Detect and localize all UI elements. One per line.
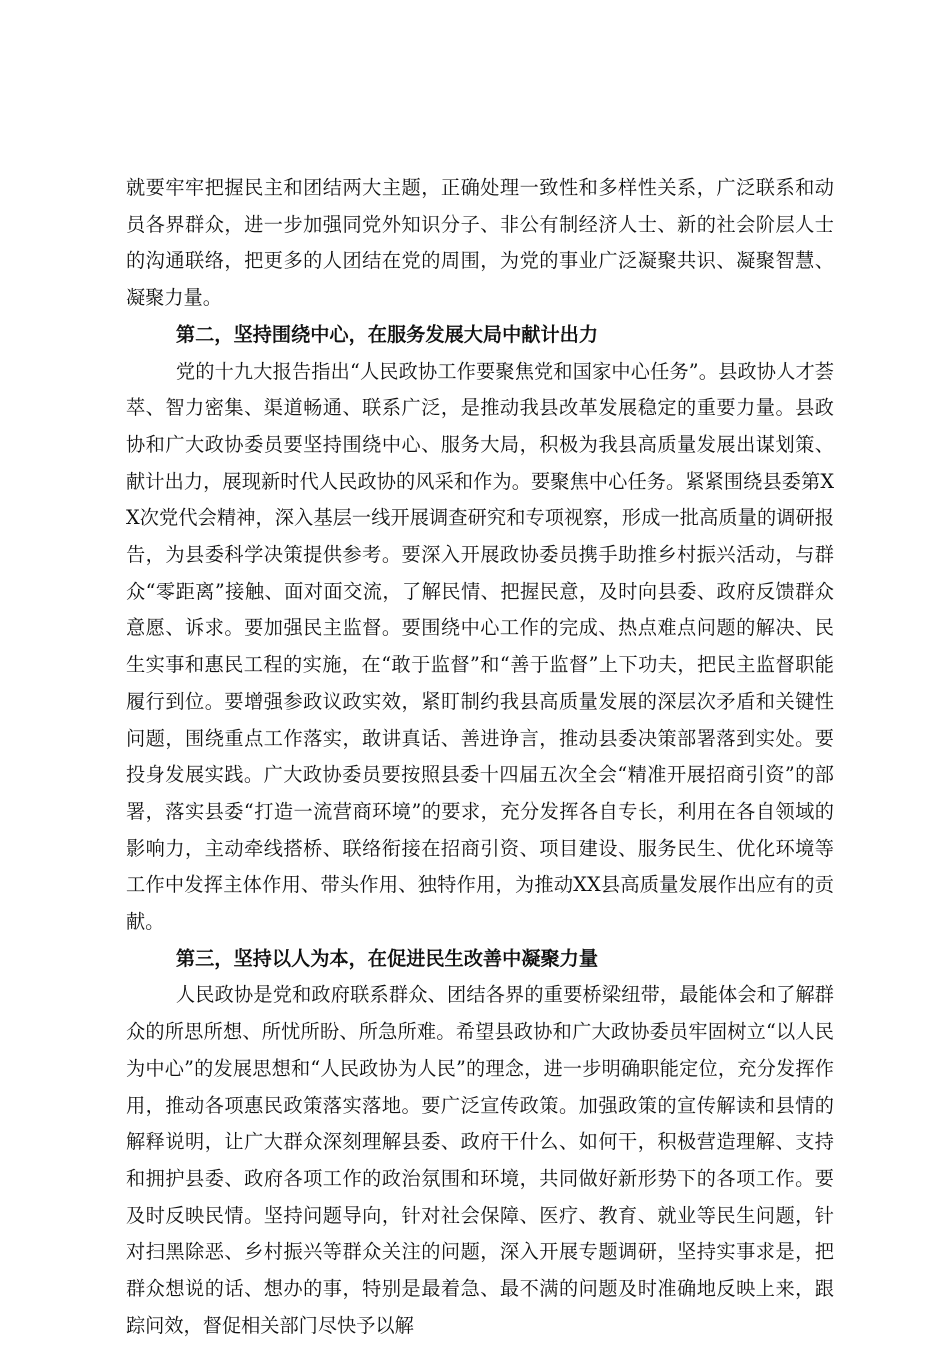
section-heading-second: 第二，坚持围绕中心，在服务发展大局中献计出力 [175, 322, 599, 346]
paragraph-continuation: 就要牢牢把握民主和团结两大主题，正确处理一致性和多样性关系，广泛联系和动员各界群众，进一步加强同党外知识分子、非公有制经济人士、新的社会阶层人士的沟通联络，把更多的人团结在党的周围，为党的事业广泛凝聚共识、凝聚智慧、凝聚力量。 [126, 176, 834, 310]
paragraph-second-section: 党的十九大报告指出“人民政协工作要聚焦党和国家中心任务”。县政协人才荟萃、智力密集、渠道畅通、联系广泛，是推动我县改革发展稳定的重要力量。县政协和广大政协委员要坚持围绕中心、服务大局，积极为我县高质量发展出谋划策、献计出力，展现新时代人民政协的风采和作为。要聚焦中心任务。紧紧围绕县委第XX次党代会精神，深入基层一线开展调查研究和专项视察，形成一批高质量的调研报告，为县委科学决策提供参考。要深入开展政协委员携手助推乡村振兴活动，与群众“零距离”接触、面对面交流，了解民情、把握民意，及时向县委、政府反馈群众意愿、诉求。要加强民主监督。要围绕中心工作的完成、热点难点问题的解决、民生实事和惠民工程的实施，在“敢于监督”和“善于监督”上下功夫，把民主监督职能履行到位。要增强参政议政实效，紧盯制约我县高质量发展的深层次矛盾和关键性问题，围绕重点工作落实，敢讲真话、善进诤言，推动县委决策部署落到实处。要投身发展实践。广大政协委员要按照县委十四届五次全会“精准开展招商引资”的部署，落实县委“打造一流营商环境”的要求，充分发挥各自专长，利用在各自领域的影响力，主动牵线搭桥、联络衔接在招商引资、项目建设、服务民生、优化环境等工作中发挥主体作用、带头作用、独特作用，为推动XX县高质量发展作出应有的贡献。 [126, 359, 834, 934]
section-heading-third: 第三，坚持以人为本，在促进民生改善中凝聚力量 [175, 946, 599, 970]
document-page [126, 170, 834, 1345]
paragraph-third-section: 人民政协是党和政府联系群众、团结各界的重要桥梁纽带，最能体会和了解群众的所思所想、所忧所盼、所急所难。希望县政协和广大政协委员牢固树立“以人民为中心”的发展思想和“人民政协为人民”的理念，进一步明确职能定位，充分发挥作用，推动各项惠民政策落实落地。要广泛宣传政策。加强政策的宣传解读和县情的解释说明，让广大群众深刻理解县委、政府干什么、如何干，积极营造理解、支持和拥护县委、政府各项工作的政治氛围和环境，共同做好新形势下的各项工作。要及时反映民情。坚持问题导向，针对社会保障、医疗、教育、就业等民生问题，针对扫黑除恶、乡村振兴等群众关注的问题，深入开展专题调研，坚持实事求是，把群众想说的话、想办的事，特别是最着急、最不满的问题及时准确地反映上来，跟踪问效，督促相关部门尽快予以解 [126, 983, 834, 1337]
